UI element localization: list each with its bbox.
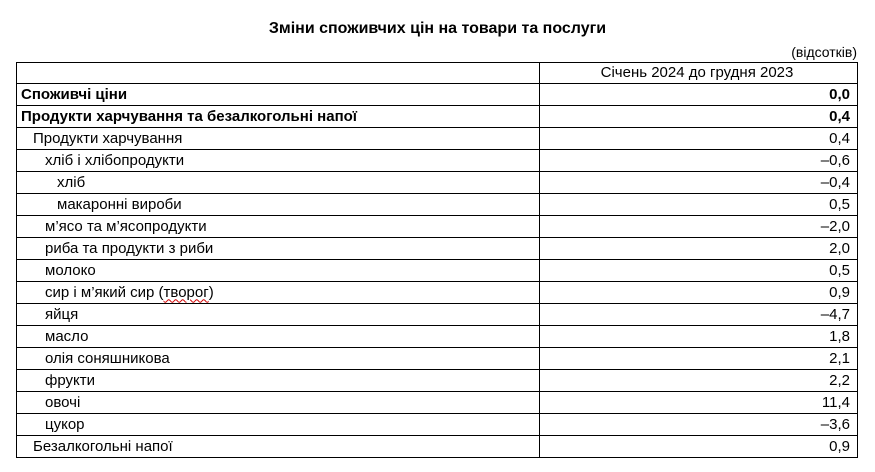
- row-value: –4,7: [540, 304, 858, 326]
- row-value: 0,9: [540, 436, 858, 458]
- row-label: хліб: [17, 172, 540, 194]
- row-label: Продукти харчування та безалкогольні напої: [17, 106, 540, 128]
- row-value: –2,0: [540, 216, 858, 238]
- table-header-row: [17, 63, 858, 84]
- row-value: 2,0: [540, 238, 858, 260]
- row-value: 2,1: [540, 348, 858, 370]
- table-row: [17, 304, 858, 326]
- table-row: [17, 282, 858, 304]
- row-label: Безалкогольні напої: [17, 436, 540, 458]
- row-value: –0,6: [540, 150, 858, 172]
- table-row: [17, 392, 858, 414]
- table-row: [17, 150, 858, 172]
- row-label: риба та продукти з риби: [17, 238, 540, 260]
- row-value: 0,4: [540, 128, 858, 150]
- row-label-part: ): [208, 283, 214, 301]
- unit-note: (відсотків): [791, 44, 857, 60]
- row-label: овочі: [17, 392, 540, 414]
- row-label: олія соняшникова: [17, 348, 540, 370]
- table-row: [17, 260, 858, 282]
- row-value: –3,6: [540, 414, 858, 436]
- table-row: [17, 106, 858, 128]
- spellcheck-flagged-word: творог: [163, 283, 209, 301]
- row-value: 0,0: [540, 84, 858, 106]
- row-value: –0,4: [540, 172, 858, 194]
- table-row: [17, 414, 858, 436]
- table-row: [17, 194, 858, 216]
- row-label: хліб і хлібопродукти: [17, 150, 540, 172]
- row-value: 0,5: [540, 194, 858, 216]
- header-cell-period: Січень 2024 до грудня 2023: [540, 63, 858, 84]
- row-value: 0,4: [540, 106, 858, 128]
- document-title: Зміни споживчих цін на товари та послуги: [268, 20, 607, 37]
- row-label: яйця: [17, 304, 540, 326]
- row-value: 11,4: [540, 392, 858, 414]
- table-row: [17, 326, 858, 348]
- row-value: 2,2: [540, 370, 858, 392]
- row-label: м’ясо та м’ясопродукти: [17, 216, 540, 238]
- table-row: [17, 172, 858, 194]
- row-label: макаронні вироби: [17, 194, 540, 216]
- table-row: [17, 436, 858, 458]
- table-row: [17, 348, 858, 370]
- row-label: масло: [17, 326, 540, 348]
- row-label: Споживчі ціни: [17, 84, 540, 106]
- table-row: [17, 370, 858, 392]
- row-label: фрукти: [17, 370, 540, 392]
- row-label: [17, 282, 540, 304]
- table-row: [17, 216, 858, 238]
- table-row: [17, 128, 858, 150]
- row-value: 0,9: [540, 282, 858, 304]
- row-value: 1,8: [540, 326, 858, 348]
- header-cell-category: [17, 63, 540, 84]
- row-label: цукор: [17, 414, 540, 436]
- table-row: [17, 84, 858, 106]
- row-value: 0,5: [540, 260, 858, 282]
- table-row: [17, 238, 858, 260]
- row-label: Продукти харчування: [17, 128, 540, 150]
- row-label-part: сир і м’який сир (: [45, 283, 164, 301]
- price-changes-table: [16, 62, 858, 458]
- row-label: молоко: [17, 260, 540, 282]
